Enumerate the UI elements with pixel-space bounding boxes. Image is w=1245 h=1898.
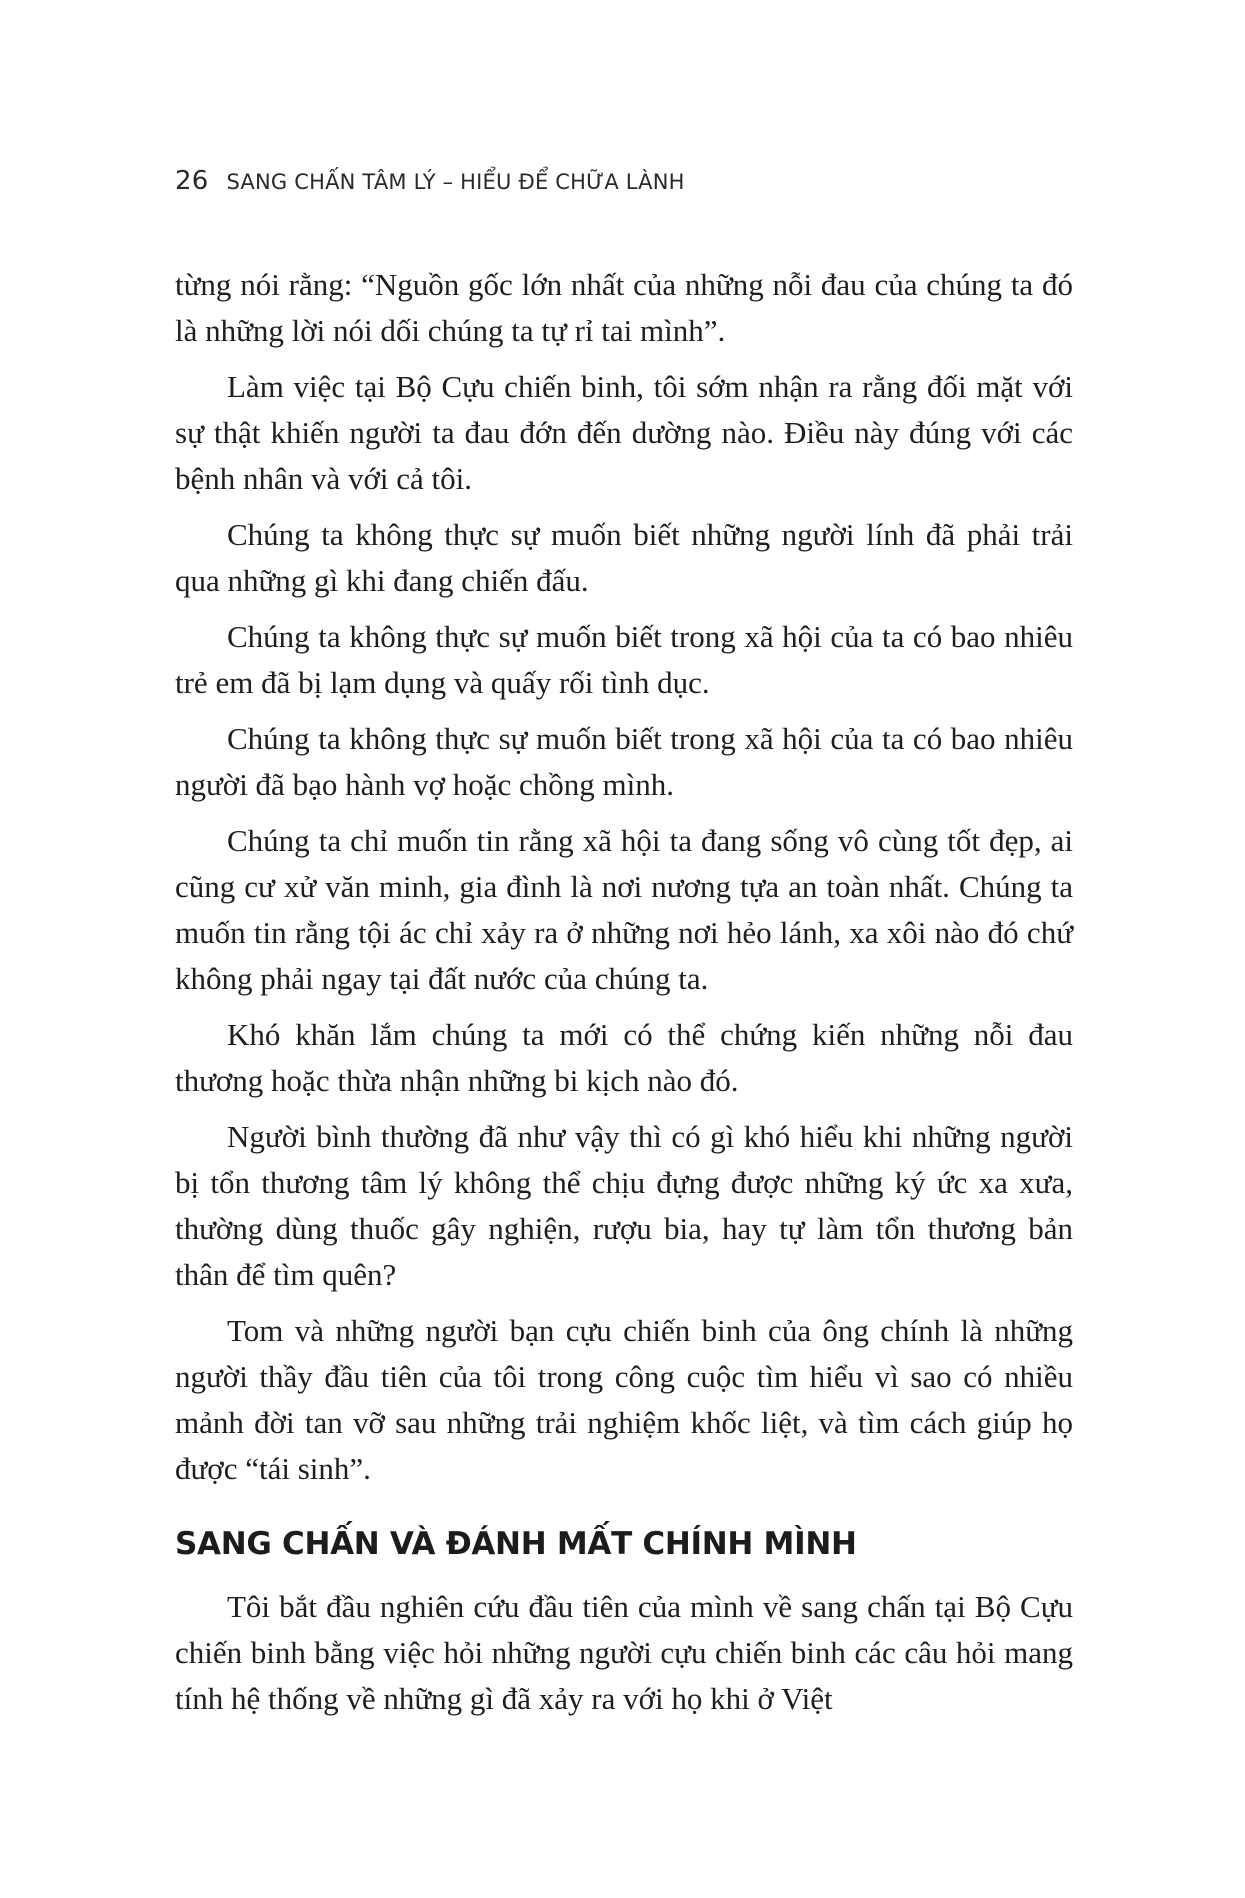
running-header [175,166,685,196]
paragraph: từng nói rằng: “Nguồn gốc lớn nhất của những nỗi đau của chúng ta đó là những lời nói dối chúng ta tự rỉ tai mình”. [175,267,1073,348]
body-text [175,262,1073,1732]
paragraph: Khó khăn lắm chúng ta mới có thể chứng kiến những nỗi đau thương hoặc thừa nhận những bi kịch nào đó. [175,1017,1073,1098]
paragraph: Làm việc tại Bộ Cựu chiến binh, tôi sớm nhận ra rằng đối mặt với sự thật khiến người ta đau đớn đến dường nào. Điều này đúng với các bệnh nhân và với cả tôi. [175,369,1073,496]
paragraph: Chúng ta không thực sự muốn biết trong xã hội của ta có bao nhiêu người đã bạo hành vợ hoặc chồng mình. [175,721,1073,802]
paragraph: Người bình thường đã như vậy thì có gì khó hiểu khi những người bị tổn thương tâm lý không thể chịu đựng được những ký ức xa xưa, thường dùng thuốc gây nghiện, rượu bia, hay tự làm tổn thương bản thân để tìm quên? [175,1119,1073,1292]
paragraph: Chúng ta chỉ muốn tin rằng xã hội ta đang sống vô cùng tốt đẹp, ai cũng cư xử văn minh, gia đình là nơi nương tựa an toàn nhất. Chúng ta muốn tin rằng tội ác chỉ xảy ra ở những nơi hẻo lánh, xa xôi nào đó chứ không phải ngay tại đất nước của chúng ta. [175,823,1073,996]
paragraph: Tôi bắt đầu nghiên cứu đầu tiên của mình về sang chấn tại Bộ Cựu chiến binh bằng việc hỏi những người cựu chiến binh các câu hỏi mang tính hệ thống về những gì đã xảy ra với họ khi ở Việt [175,1589,1073,1716]
paragraph: Tom và những người bạn cựu chiến binh của ông chính là những người thầy đầu tiên của tôi trong công cuộc tìm hiểu vì sao có nhiều mảnh đời tan vỡ sau những trải nghiệm khốc liệt, và tìm cách giúp họ được “tái sinh”. [175,1313,1073,1486]
page-number: 26 [175,166,209,196]
section-heading: SANG CHẤN VÀ ĐÁNH MẤT CHÍNH MÌNH [175,1526,857,1562]
paragraph: Chúng ta không thực sự muốn biết trong xã hội của ta có bao nhiêu trẻ em đã bị lạm dụng và quấy rối tình dục. [175,619,1073,700]
paragraph: Chúng ta không thực sự muốn biết những người lính đã phải trải qua những gì khi đang chiến đấu. [175,517,1073,598]
running-title: SANG CHẤN TÂM LÝ – HIỂU ĐỂ CHỮA LÀNH [226,170,685,194]
